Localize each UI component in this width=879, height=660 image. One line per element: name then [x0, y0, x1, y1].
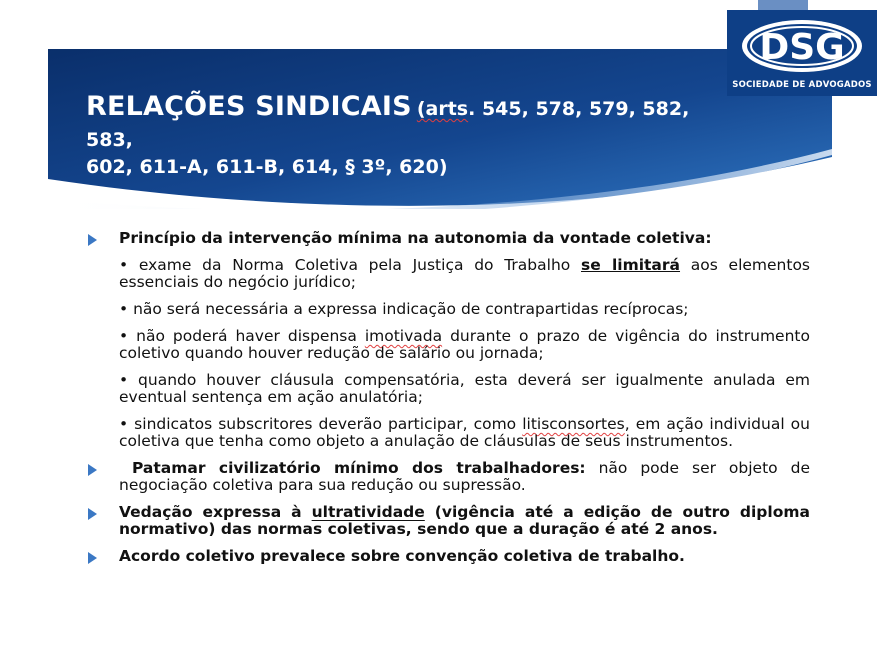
bullet-label: Patamar civilizatório mínimo dos trabalhadores: — [131, 459, 586, 477]
sub-item — [88, 301, 810, 318]
bullet-item — [88, 460, 810, 494]
sub-item — [88, 257, 810, 291]
sub-text: • quando houver cláusula compensatória, esta deverá ser igualmente anulada em eventual sentença em ação anulatória; — [119, 371, 810, 406]
sub-item — [88, 372, 810, 406]
logo-emblem — [737, 16, 867, 78]
sub-text: aos elementos essenciais do negócio jurídico; — [119, 256, 811, 291]
title-articles-line1: . 545, 578, 579, 582, 583, — [86, 98, 690, 151]
page-title — [86, 92, 726, 182]
bullet-arrow-icon — [88, 234, 97, 246]
logo-caption: SOCIEDADE DE ADVOGADOS — [732, 80, 872, 90]
emphasis-text: ultratividade — [311, 503, 425, 521]
bullet-item — [88, 230, 810, 247]
bullet-label: Princípio da intervenção mínima na autonomia da vontade coletiva: — [119, 229, 712, 247]
bullet-arrow-icon — [88, 552, 97, 564]
logo-tab — [758, 0, 808, 10]
sub-text: • sindicatos subscritores deverão participar, como — [119, 415, 523, 433]
title-articles-line2: 602, 611-A, 611-B, 614, § 3º, 620) — [86, 156, 448, 178]
bullet-text: não pode ser objeto de negociação coletiva para sua redução ou supressão. — [119, 459, 810, 494]
logo-letters: DSG — [759, 27, 845, 68]
sub-text: durante o prazo de vigência do instrumento coletivo quando houver redução de salário ou jornada; — [119, 327, 810, 362]
bullet-text: Vedação expressa à — [119, 503, 312, 521]
spellcheck-word: litisconsortes — [522, 415, 625, 433]
bullet-arrow-icon — [88, 508, 97, 520]
spellcheck-word: imotivada — [364, 327, 443, 345]
dsg-logo — [727, 10, 877, 96]
sub-text: • não será necessária a expressa indicação de contrapartidas recíprocas; — [119, 300, 689, 318]
emphasis-text: se limitará — [581, 256, 681, 274]
slide-content — [88, 230, 810, 575]
sub-text: , em ação individual ou coletiva que tenha como objeto a anulação de cláusulas de seus instrumentos. — [119, 415, 810, 450]
bullet-item — [88, 548, 810, 565]
bullet-item — [88, 504, 810, 538]
bullet-text: Acordo coletivo prevalece sobre convenção coletiva de trabalho. — [119, 547, 685, 565]
title-arts: (arts — [416, 98, 469, 120]
sub-text: • exame da Norma Coletiva pela Justiça do Trabalho — [119, 256, 581, 274]
bullet-text: (vigência até a edição de outro diploma normativo) das normas coletivas, sendo que a duração é até 2 anos. — [119, 503, 810, 538]
sub-text: • não poderá haver dispensa — [119, 327, 365, 345]
sub-item — [88, 328, 810, 362]
bullet-arrow-icon — [88, 464, 97, 476]
title-main: RELAÇÕES SINDICAIS — [86, 91, 412, 122]
sub-item — [88, 416, 810, 450]
